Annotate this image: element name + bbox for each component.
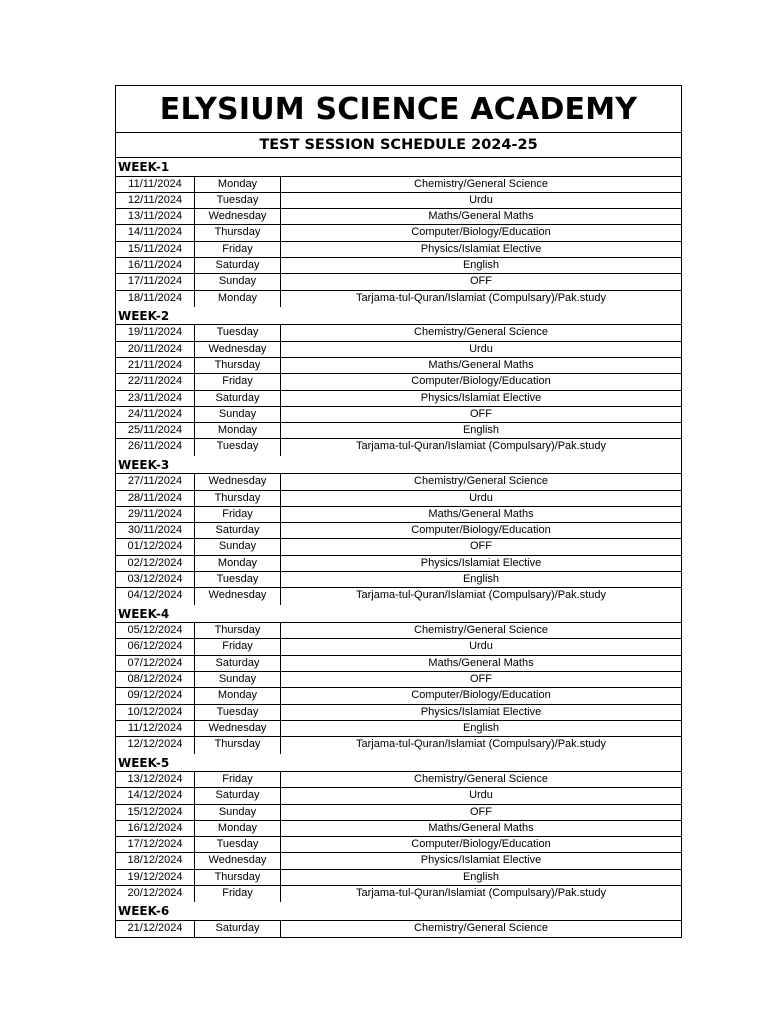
table-row [116, 225, 681, 241]
subject-cell: Physics/Islamiat Elective [420, 556, 542, 569]
subject-cell: Chemistry/General Science [414, 326, 548, 339]
week-section [116, 307, 681, 456]
date-cell: 18/12/2024 [116, 853, 195, 868]
date-cell: 15/11/2024 [116, 242, 195, 257]
table-row [116, 672, 681, 688]
week-heading: WEEK-4 [116, 605, 681, 624]
subject-cell: English [462, 424, 500, 437]
week-heading: WEEK-6 [116, 902, 681, 921]
week-heading: WEEK-2 [116, 307, 681, 326]
date-cell: 18/11/2024 [116, 291, 195, 307]
schedule-table [115, 85, 682, 938]
table-row [116, 772, 681, 788]
day-cell: Saturday [195, 921, 281, 937]
subject-cell: OFF [470, 805, 492, 818]
day-cell: Sunday [195, 407, 281, 422]
subject-cell: Computer/Biology/Education [411, 226, 551, 239]
table-row [116, 391, 681, 407]
date-cell: 21/11/2024 [116, 358, 195, 373]
subject-cell: Maths/General Maths [428, 210, 534, 223]
table-row [116, 374, 681, 390]
table-row [116, 342, 681, 358]
table-row [116, 788, 681, 804]
table-row [116, 721, 681, 737]
date-cell: 10/12/2024 [116, 705, 195, 720]
table-row [116, 258, 681, 274]
day-cell: Thursday [195, 491, 281, 506]
subject-cell: Computer/Biology/Education [411, 375, 551, 388]
table-row [116, 523, 681, 539]
date-cell: 04/12/2024 [116, 588, 195, 604]
subject-cell: Chemistry/General Science [414, 177, 548, 190]
day-cell: Friday [195, 886, 281, 902]
day-cell: Friday [195, 639, 281, 654]
day-cell: Monday [195, 291, 281, 307]
day-cell: Thursday [195, 358, 281, 373]
day-cell: Tuesday [195, 572, 281, 587]
day-cell: Tuesday [195, 193, 281, 208]
schedule-subtitle: TEST SESSION SCHEDULE 2024-25 [116, 133, 681, 158]
subject-cell: Urdu [469, 789, 493, 802]
table-row [116, 556, 681, 572]
subject-cell: English [462, 870, 500, 883]
day-cell: Sunday [195, 805, 281, 820]
table-row [116, 507, 681, 523]
table-row [116, 423, 681, 439]
subject-cell: English [462, 258, 500, 271]
subject-cell: Physics/Islamiat Elective [420, 854, 542, 867]
subject-cell: Computer/Biology/Education [411, 838, 551, 851]
table-row [116, 291, 681, 307]
subject-cell: Urdu [469, 640, 493, 653]
day-cell: Saturday [195, 391, 281, 406]
date-cell: 15/12/2024 [116, 805, 195, 820]
day-cell: Saturday [195, 523, 281, 538]
day-cell: Monday [195, 177, 281, 192]
date-cell: 29/11/2024 [116, 507, 195, 522]
week-heading: WEEK-5 [116, 754, 681, 773]
date-cell: 19/11/2024 [116, 325, 195, 340]
day-cell: Wednesday [195, 474, 281, 489]
day-cell: Tuesday [195, 705, 281, 720]
subject-cell: Chemistry/General Science [414, 773, 548, 785]
week-section [116, 456, 681, 605]
table-row [116, 474, 681, 490]
date-cell: 27/11/2024 [116, 474, 195, 489]
table-row [116, 737, 681, 753]
table-row [116, 539, 681, 555]
day-cell: Wednesday [195, 721, 281, 736]
date-cell: 06/12/2024 [116, 639, 195, 654]
day-cell: Friday [195, 507, 281, 522]
date-cell: 03/12/2024 [116, 572, 195, 587]
subject-cell: Chemistry/General Science [414, 624, 548, 637]
day-cell: Monday [195, 688, 281, 703]
date-cell: 21/12/2024 [116, 921, 195, 937]
day-cell: Friday [195, 772, 281, 787]
subject-cell: Physics/Islamiat Elective [420, 242, 542, 255]
date-cell: 14/12/2024 [116, 788, 195, 803]
day-cell: Monday [195, 821, 281, 836]
date-cell: 24/11/2024 [116, 407, 195, 422]
table-row [116, 921, 681, 937]
subject-cell: English [462, 721, 500, 734]
table-row [116, 491, 681, 507]
day-cell: Thursday [195, 225, 281, 240]
date-cell: 16/11/2024 [116, 258, 195, 273]
day-cell: Thursday [195, 737, 281, 753]
date-cell: 20/12/2024 [116, 886, 195, 902]
date-cell: 13/12/2024 [116, 772, 195, 787]
table-row [116, 358, 681, 374]
day-cell: Tuesday [195, 837, 281, 852]
day-cell: Friday [195, 374, 281, 389]
subject-cell: Urdu [469, 491, 493, 504]
day-cell: Monday [195, 556, 281, 571]
week-section [116, 158, 681, 307]
date-cell: 12/12/2024 [116, 737, 195, 753]
table-row [116, 242, 681, 258]
date-cell: 20/11/2024 [116, 342, 195, 357]
table-row [116, 805, 681, 821]
date-cell: 22/11/2024 [116, 374, 195, 389]
day-cell: Sunday [195, 274, 281, 289]
date-cell: 02/12/2024 [116, 556, 195, 571]
week-heading: WEEK-3 [116, 456, 681, 475]
subject-cell: OFF [470, 275, 492, 288]
subject-cell: Tarjama-tul-Quran/Islamiat (Compulsary)/Pak.study [355, 291, 607, 304]
day-cell: Sunday [195, 539, 281, 554]
subject-cell: Computer/Biology/Education [411, 689, 551, 702]
table-row [116, 821, 681, 837]
week-section [116, 754, 681, 903]
subject-cell: OFF [470, 407, 492, 420]
day-cell: Saturday [195, 656, 281, 671]
table-row [116, 274, 681, 290]
date-cell: 17/12/2024 [116, 837, 195, 852]
date-cell: 30/11/2024 [116, 523, 195, 538]
date-cell: 25/11/2024 [116, 423, 195, 438]
date-cell: 23/11/2024 [116, 391, 195, 406]
table-row [116, 439, 681, 455]
subject-cell: Maths/General Maths [428, 358, 534, 371]
date-cell: 11/11/2024 [116, 177, 195, 192]
subject-cell: Tarjama-tul-Quran/Islamiat (Compulsary)/Pak.study [355, 887, 607, 900]
day-cell: Saturday [195, 258, 281, 273]
subject-cell: Tarjama-tul-Quran/Islamiat (Compulsary)/Pak.study [355, 589, 607, 602]
table-row [116, 886, 681, 902]
subject-cell: Computer/Biology/Education [411, 524, 551, 537]
subject-cell: Urdu [469, 193, 493, 206]
date-cell: 12/11/2024 [116, 193, 195, 208]
subject-cell: OFF [470, 673, 492, 686]
date-cell: 07/12/2024 [116, 656, 195, 671]
day-cell: Saturday [195, 788, 281, 803]
table-row [116, 639, 681, 655]
date-cell: 14/11/2024 [116, 225, 195, 240]
date-cell: 28/11/2024 [116, 491, 195, 506]
page-title: ELYSIUM SCIENCE ACADEMY [116, 86, 681, 133]
table-row [116, 177, 681, 193]
date-cell: 05/12/2024 [116, 623, 195, 638]
subject-cell: OFF [470, 540, 492, 553]
subject-cell: Tarjama-tul-Quran/Islamiat (Compulsary)/Pak.study [355, 738, 607, 751]
date-cell: 09/12/2024 [116, 688, 195, 703]
subject-cell: Urdu [469, 342, 493, 355]
date-cell: 08/12/2024 [116, 672, 195, 687]
day-cell: Thursday [195, 623, 281, 638]
table-row [116, 209, 681, 225]
weeks-container [116, 158, 681, 937]
subject-cell: Chemistry/General Science [414, 921, 548, 934]
date-cell: 26/11/2024 [116, 439, 195, 455]
day-cell: Wednesday [195, 209, 281, 224]
subject-cell: Physics/Islamiat Elective [420, 391, 542, 404]
table-row [116, 853, 681, 869]
table-row [116, 325, 681, 341]
subject-cell: Maths/General Maths [428, 656, 534, 669]
week-heading: WEEK-1 [116, 158, 681, 177]
table-row [116, 688, 681, 704]
week-section [116, 902, 681, 937]
table-row [116, 705, 681, 721]
date-cell: 13/11/2024 [116, 209, 195, 224]
table-row [116, 623, 681, 639]
date-cell: 19/12/2024 [116, 870, 195, 885]
table-row [116, 193, 681, 209]
day-cell: Wednesday [195, 853, 281, 868]
subject-cell: Chemistry/General Science [414, 475, 548, 488]
day-cell: Wednesday [195, 588, 281, 604]
date-cell: 17/11/2024 [116, 274, 195, 289]
subject-cell: Tarjama-tul-Quran/Islamiat (Compulsary)/Pak.study [355, 440, 607, 453]
day-cell: Monday [195, 423, 281, 438]
subject-cell: Maths/General Maths [428, 507, 534, 520]
table-row [116, 656, 681, 672]
date-cell: 11/12/2024 [116, 721, 195, 736]
subject-cell: Maths/General Maths [428, 821, 534, 834]
week-section [116, 605, 681, 754]
subject-cell: Physics/Islamiat Elective [420, 705, 542, 718]
table-row [116, 870, 681, 886]
table-row [116, 572, 681, 588]
day-cell: Thursday [195, 870, 281, 885]
day-cell: Wednesday [195, 342, 281, 357]
date-cell: 16/12/2024 [116, 821, 195, 836]
day-cell: Tuesday [195, 439, 281, 455]
table-row [116, 588, 681, 604]
subject-cell: English [462, 573, 500, 586]
day-cell: Sunday [195, 672, 281, 687]
day-cell: Friday [195, 242, 281, 257]
day-cell: Tuesday [195, 325, 281, 340]
table-row [116, 407, 681, 423]
date-cell: 01/12/2024 [116, 539, 195, 554]
table-row [116, 837, 681, 853]
